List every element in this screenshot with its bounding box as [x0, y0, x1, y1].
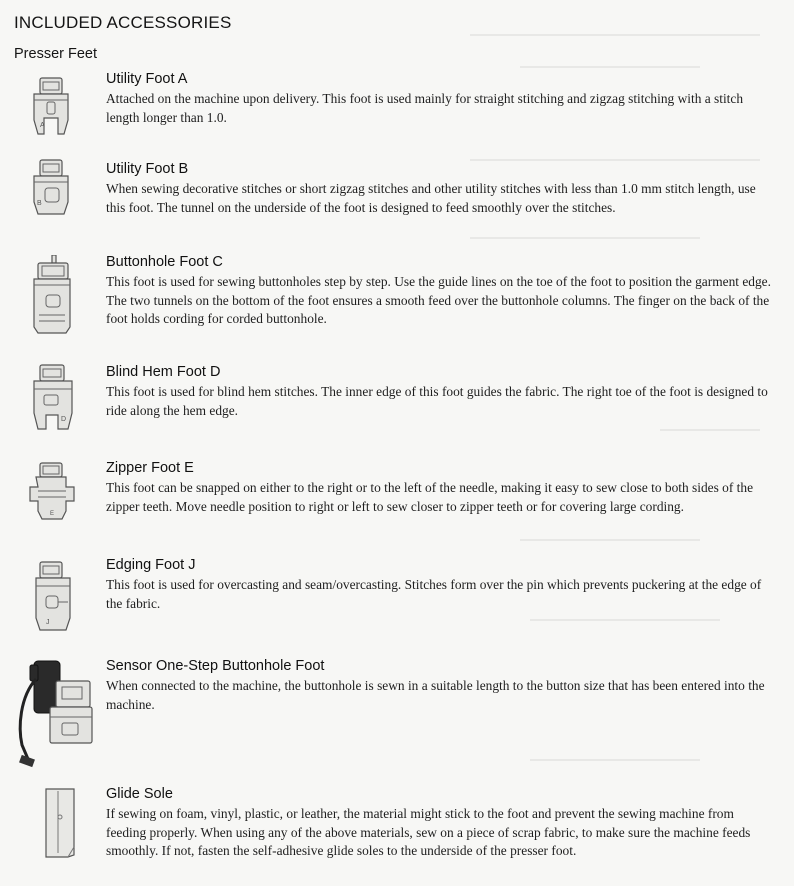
blind-hem-foot-d-icon — [12, 363, 92, 433]
utility-foot-a-icon — [12, 76, 92, 138]
svg-text:B: B — [37, 200, 42, 207]
item-title: Zipper Foot E — [106, 460, 194, 476]
item-title: Utility Foot B — [106, 161, 189, 177]
svg-text:J: J — [46, 619, 50, 626]
utility-foot-b-icon — [12, 158, 92, 220]
section-heading: Presser Feet — [14, 46, 97, 62]
item-description: This foot is used for sewing buttonholes step by step. Use the guide lines on the toe of the foot to position the garment edge. The two tunnels on the bottom of the foot ensures a smooth feed over the buttonhole columns. The finger on the back of the foot holds cording for corded buttonhole. — [106, 274, 771, 326]
item-title: Glide Sole — [106, 786, 173, 802]
item-description: Attached on the machine upon delivery. This foot is used mainly for straight stitching and zigzag stitching with a stitch length longer than 1.0. — [106, 91, 744, 125]
svg-text:E: E — [50, 511, 55, 517]
glide-sole-icon — [12, 787, 92, 859]
svg-text:D: D — [61, 416, 67, 423]
edging-foot-j-icon — [12, 560, 92, 632]
item-description: This foot is used for overcasting and seam/overcasting. Stitches form over the pin which prevents puckering at the edge of the fabric. — [106, 577, 762, 611]
item-title: Sensor One-Step Buttonhole Foot — [106, 658, 325, 674]
item-description: When sewing decorative stitches or short zigzag stitches and other utility stitches with less than 1.0 mm stitch length, use this foot. The tunnel on the underside of the foot is designed to feed smoothly over the stitches. — [106, 181, 756, 215]
item-description: If sewing on foam, vinyl, plastic, or leather, the material might stick to the foot and prevent the sewing machine from feeding properly. When using any of the above materials, sew on a piece of scrap fabric, to make sure the machine feeds smoothly. If not, fasten the self-adhesive glide soles to the underside of the presser foot. — [106, 806, 751, 858]
buttonhole-foot-c-icon — [12, 255, 92, 335]
item-description: When connected to the machine, the buttonhole is sewn in a suitable length to the button size that has been entered into the machine. — [106, 678, 765, 712]
sensor-buttonhole-foot-icon — [10, 657, 90, 769]
zipper-foot-e-icon — [12, 461, 92, 523]
item-description: This foot is used for blind hem stitches. The inner edge of this foot guides the fabric. The right toe of the foot is designed to ride along the hem edge. — [106, 384, 768, 418]
item-title: Utility Foot A — [106, 71, 188, 87]
item-description: This foot can be snapped on either to the right or to the left of the needle, making it easy to sew close to both sides of the zipper teeth. Move needle position to right or left to sew closer to zipper teeth or for covering large cording. — [106, 480, 754, 514]
item-title: Edging Foot J — [106, 557, 196, 573]
item-title: Blind Hem Foot D — [106, 364, 221, 380]
page-title: INCLUDED ACCESSORIES — [14, 13, 232, 32]
item-title: Buttonhole Foot C — [106, 254, 223, 270]
svg-text:A: A — [40, 122, 45, 129]
